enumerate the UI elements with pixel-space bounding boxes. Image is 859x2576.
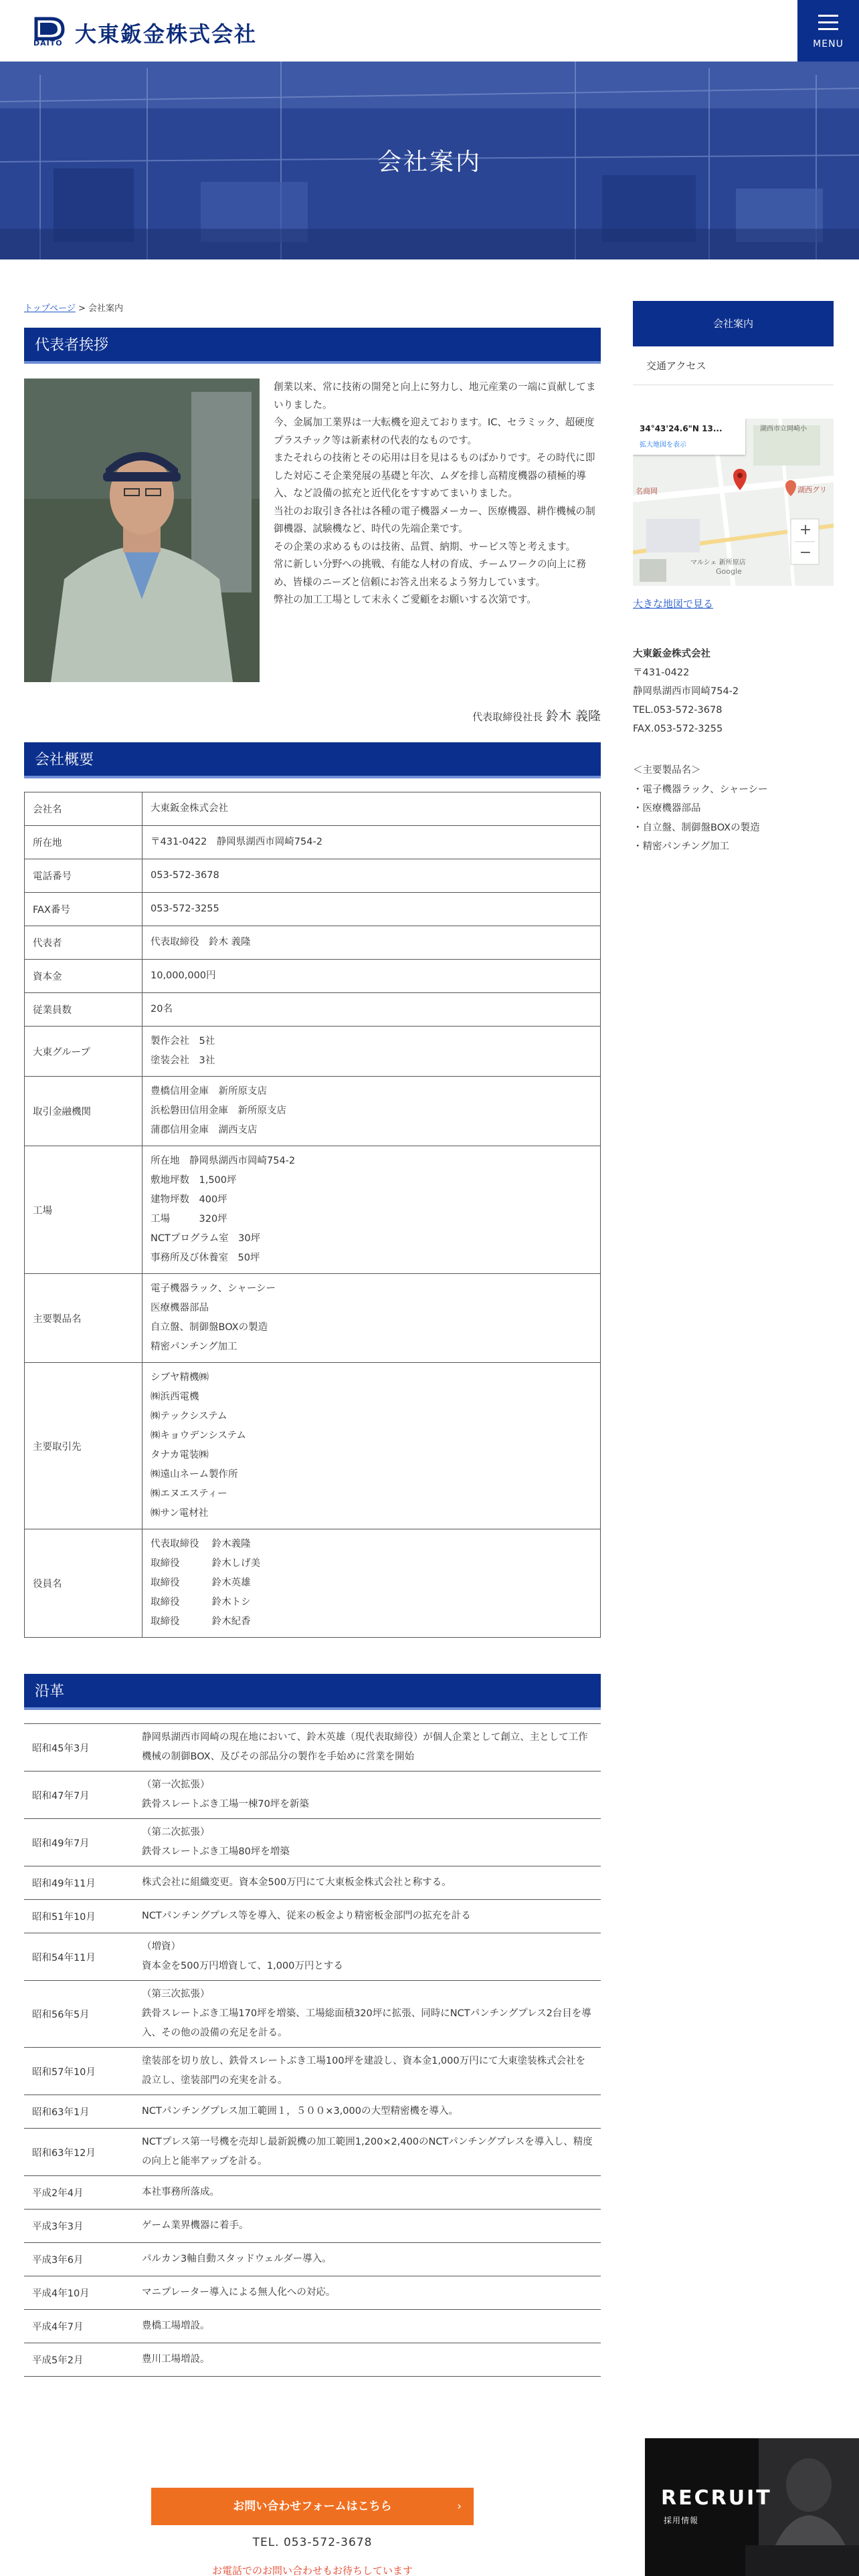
greeting-paragraph: 今、金属加工業界は一大転機を迎えております。IC、セラミック、超硬度プラスチック等は新素材の代表的なものです。 [274,417,595,446]
breadcrumb-separator: > [75,304,89,314]
google-map[interactable] [633,419,834,586]
history-row [24,1981,601,2048]
history-value [134,2310,601,2343]
map-label-top: 湖西市立岡崎小 [760,425,807,433]
hero-banner [0,62,859,259]
site-logo[interactable] [33,15,274,48]
history-value [134,1900,601,1933]
greeting-paragraph: 弊社の加工工場として末永くご愛顧をお願いする次第です。 [274,594,537,605]
overview-key: 主要取引先 [25,1363,142,1529]
contact-tel[interactable]: TEL. 053-572-3678 [252,2536,373,2549]
overview-value-line: 所在地 静岡県湖西市岡崎754-2 [151,1156,296,1166]
history-key: 平成4年7月 [24,2310,134,2343]
overview-row [25,792,601,826]
sidebar-address: 静岡県湖西市岡崎754-2 [633,686,739,697]
overview-value [142,1077,601,1146]
map-label-bottom: マルシェ 新所原店 [690,559,746,566]
overview-value-line: ㈱キョウデンシステム [151,1430,246,1441]
overview-row [25,826,601,859]
overview-value [142,893,601,926]
history-value [134,2048,601,2095]
recruit-title: RECRUIT [661,2486,772,2510]
sidebar-tel[interactable]: TEL.053-572-3678 [633,705,723,716]
recruit-subtitle: 採用情報 [664,2516,699,2525]
page-title: 会社案内 [377,148,482,176]
overview-value [142,826,601,859]
history-value-line: NCTパンチングプレス加工範囲１，５００×3,000の大型精密機を導入。 [142,2106,458,2117]
history-row [24,2095,601,2129]
map-coords: 34°43'24.6"N 13... [640,424,723,433]
overview-value-line: 精密パンチング加工 [151,1341,237,1352]
overview-value-line: タナカ電装㈱ [151,1450,209,1461]
history-value [134,1866,601,1900]
breadcrumb-home-link[interactable]: トップページ [24,304,76,314]
history-value-line: （第一次拡張） [142,1780,210,1790]
history-value-line: ゲーム業界機器に着手。 [142,2220,249,2231]
history-row [24,2210,601,2243]
history-value-line: 鉄骨スレートぶき工場一棟70坪を新築 [142,1799,309,1810]
map-label-left: 名商岡 [636,487,658,496]
sidebar-company-name: 大東鈑金株式会社 [633,649,710,659]
map-label-right: 湖西グリ [797,486,827,494]
overview-value-line: 大東鈑金株式会社 [151,803,228,814]
overview-value-line: 工場 320坪 [151,1214,227,1224]
sidebar-item-company[interactable]: 会社案内 [633,301,834,346]
history-value-line: （第二次拡張） [142,1827,210,1838]
zoom-out-button[interactable]: − [799,544,812,561]
overview-key: 資本金 [25,960,142,993]
overview-value-line: 代表取締役 鈴木義隆 [151,1539,251,1549]
history-key: 平成4年10月 [24,2276,134,2310]
overview-value-line: 浜松磐田信用金庫 新所原支店 [151,1105,286,1116]
map-info-card [633,419,745,455]
history-value [134,2276,601,2310]
history-value-line: 鉄骨スレートぶき工場170坪を増築、工場総面積320坪に拡張、同時にNCTパンチングプレス2台目を導入、その他の設備の充足を計る。 [142,2008,591,2038]
history-value [134,2176,601,2210]
overview-row [25,1274,601,1363]
overview-key: FAX番号 [25,893,142,926]
overview-row [25,1146,601,1274]
history-value-line: 本社事務所落成。 [142,2187,219,2197]
sidebar-zip: 〒431-0422 [633,667,690,678]
overview-value [142,859,601,893]
history-key: 昭和51年10月 [24,1900,134,1933]
menu-button[interactable] [797,0,859,62]
overview-value-line: ㈱遠山ネーム製作所 [151,1469,238,1480]
large-map-link[interactable]: 大きな地図で見る [633,598,714,610]
sidebar-item-access[interactable]: 交通アクセス [633,346,834,385]
history-table [24,1723,601,2377]
overview-row [25,1077,601,1146]
overview-value-line: ㈱浜西電機 [151,1392,199,1402]
greeting-paragraph: 常に新しい分野への挑戦、有能な人材の育成、チームワークの向上に務め、皆様のニーズと信頼にお答え出来るよう努力しています。 [274,558,587,588]
overview-value-line: 取締役 鈴木紀香 [151,1616,251,1627]
history-key: 昭和57年10月 [24,2048,134,2095]
history-row [24,2048,601,2095]
history-key: 平成3年3月 [24,2210,134,2243]
greeting-heading: 代表者挨拶 [24,328,601,364]
overview-value [142,1146,601,1274]
history-key: 平成5年2月 [24,2343,134,2377]
overview-value-line: 自立盤、制御盤BOXの製造 [151,1322,268,1333]
history-row [24,2243,601,2276]
overview-value [142,926,601,960]
sidebar-products [633,761,834,857]
logo-wordmark: DAITO [33,39,63,47]
contact-form-label: お問い合わせフォームはこちら [233,2500,392,2513]
overview-key: 会社名 [25,792,142,826]
chevron-right-icon: › [457,2500,462,2513]
sidebar [633,301,834,852]
contact-tel-note: お電話でのお問い合わせもお待ちしています [211,2565,413,2576]
history-value [134,2129,601,2176]
overview-key: 工場 [25,1146,142,1274]
overview-value-line: 取締役 鈴木しげ美 [151,1558,261,1569]
history-key: 昭和45年3月 [24,1724,134,1772]
overview-key: 従業員数 [25,993,142,1027]
history-key: 昭和49年7月 [24,1819,134,1866]
history-value-line: 株式会社に組織変更。資本金500万円にて大東板金株式会社と称する。 [142,1877,452,1888]
overview-value-line: 建物坪数 400坪 [151,1194,227,1205]
map-enlarge-link[interactable]: 拡大地図を表示 [640,441,686,449]
overview-row [25,960,601,993]
history-value [134,2243,601,2276]
overview-key: 主要製品名 [25,1274,142,1363]
overview-value-line: 電子機器ラック、シャーシー [151,1283,276,1294]
sidebar-product-item: ・電子機器ラック、シャーシー [633,784,768,795]
history-key: 昭和56年5月 [24,1981,134,2048]
overview-value [142,993,601,1027]
greeting-paragraph: 当社のお取引き各社は各種の電子機器メーカー、医療機器、耕作機械の制御機器、試験機など、時代の先端企業です。 [274,505,595,534]
greeting-paragraph: またそれらの技術とその応用は目を見はるものばかりです。その時代に即した対応こそ企業発展の基礎と年次、ムダを排し高精度機器の積極的導入、など設備の拡充と近代化をすすめてまいりました。 [274,452,595,499]
history-row [24,2343,601,2377]
history-row [24,2310,601,2343]
overview-row [25,1363,601,1529]
overview-row [25,1027,601,1077]
contact-form-button[interactable] [151,2488,474,2525]
president-photo [24,379,260,682]
history-value-line: 塗装部を切り放し、鉄骨スレートぶき工場100坪を建設し、資本金1,000万円にて大東塗装株式会社を設立し、塗装部門の充実を計る。 [142,2056,586,2086]
history-value-line: NCTパンチングプレス等を導入、従来の板金より精密板金部門の拡充を計る [142,1911,471,1921]
history-row [24,1819,601,1866]
overview-value-line: 蒲郡信用金庫 湖西支店 [151,1125,258,1136]
overview-value-line: シブヤ精機㈱ [151,1372,209,1383]
overview-row [25,993,601,1027]
history-key: 昭和54年11月 [24,1933,134,1981]
history-value-line: NCTプレス第一号機を売却し最新鋭機の加工範囲1,200×2,400のNCTパンチングプレスを導入し、精度の向上と能率アップを計る。 [142,2137,593,2167]
overview-value [142,1274,601,1363]
overview-value [142,1027,601,1077]
overview-table [24,792,601,1638]
history-value-line: パルカン3軸自動スタッドウェルダー導入。 [142,2254,332,2264]
overview-key: 代表者 [25,926,142,960]
history-value-line: 豊川工場増設。 [142,2354,210,2365]
site-header [0,0,859,62]
overview-row [25,926,601,960]
history-value-line: 資本金を500万円増資して、1,000万円とする [142,1961,343,1971]
overview-value-line: 20名 [151,1004,173,1014]
overview-value-line: NCTプログラム室 30坪 [151,1233,261,1244]
history-value-line: 静岡県湖西市岡崎の現在地において、鈴木英雄（現代表取締役）が個人企業として創立、主として工作機械の制御BOX、及びその部品分の製作を手始めに営業を開始 [142,1732,588,1762]
history-row [24,1772,601,1819]
breadcrumb [24,301,601,314]
history-value [134,1981,601,2048]
zoom-in-button[interactable]: + [799,522,812,538]
history-heading: 沿革 [24,1674,601,1710]
overview-value [142,960,601,993]
overview-value-line: 製作会社 5社 [151,1036,215,1047]
overview-heading: 会社概要 [24,742,601,778]
history-value [134,1933,601,1981]
company-name: 大東鈑金株式会社 [75,21,258,47]
overview-key: 電話番号 [25,859,142,893]
history-row [24,1900,601,1933]
signature-title: 代表取締役社長 [472,711,543,723]
overview-value-line: ㈱エヌエスティー [151,1489,227,1499]
history-row [24,2129,601,2176]
overview-key: 取引金融機関 [25,1077,142,1146]
overview-value-line: 10,000,000円 [151,970,216,981]
overview-value-line: 代表取締役 鈴木 義隆 [151,937,251,948]
history-row [24,1933,601,1981]
overview-value-line: 医療機器部品 [151,1303,209,1313]
history-row [24,1724,601,1772]
overview-value-line: 取締役 鈴木トシ [151,1597,251,1608]
signature [472,706,601,724]
signature-name: 鈴木 義隆 [545,709,601,724]
main-content [24,301,601,2377]
overview-value-line: ㈱テックシステム [151,1411,227,1422]
sidebar-fax: FAX.053-572-3255 [633,724,723,734]
history-value-line: マニプレーター導入による無人化への対応。 [142,2287,336,2298]
history-key: 昭和63年12月 [24,2129,134,2176]
breadcrumb-current: 会社案内 [88,304,124,314]
greeting-text [274,379,601,609]
history-value [134,2343,601,2377]
history-value [134,2210,601,2243]
history-value [134,2095,601,2129]
overview-value-line: 053-572-3678 [151,870,219,881]
hamburger-icon [818,15,838,35]
overview-value [142,1529,601,1638]
overview-value-line: 取締役 鈴木英雄 [151,1578,251,1588]
overview-row [25,893,601,926]
overview-value-line: 053-572-3255 [151,903,219,914]
history-row [24,2276,601,2310]
history-value-line: （第三次拡張） [142,1989,210,2000]
overview-key: 役員名 [25,1529,142,1638]
overview-value-line: 敷地坪数 1,500坪 [151,1175,237,1186]
history-key: 昭和47年7月 [24,1772,134,1819]
sidebar-company-info [633,645,834,738]
overview-value-line: ㈱サン電材社 [151,1508,209,1519]
overview-value [142,1363,601,1529]
overview-value-line: 豊橋信用金庫 新所原支店 [151,1086,267,1097]
history-value-line: （増資） [142,1941,181,1952]
overview-key: 所在地 [25,826,142,859]
sidebar-product-item: ・自立盤、制御盤BOXの製造 [633,822,760,833]
overview-value-line: 塗装会社 3社 [151,1055,215,1066]
overview-value [142,792,601,826]
history-key: 昭和49年11月 [24,1866,134,1900]
greeting-paragraph: その企業の求めるものは技術、品質、納期、サービス等と考えます。 [274,540,576,552]
overview-row [25,859,601,893]
sidebar-products-title: ＜主要製品名＞ [633,765,701,776]
history-row [24,1866,601,1900]
greeting-section [24,364,601,738]
history-value [134,1819,601,1866]
history-key: 昭和63年1月 [24,2095,134,2129]
history-value [134,1772,601,1819]
greeting-paragraph: 創業以来、常に技術の開発と向上に努力し、地元産業の一端に貢献してまいりました。 [274,381,596,411]
history-key: 平成3年6月 [24,2243,134,2276]
history-value [134,1724,601,1772]
history-value-line: 豊橋工場増設。 [142,2321,210,2331]
recruit-banner[interactable] [645,2438,859,2576]
history-row [24,2176,601,2210]
sidebar-product-item: ・医療機器部品 [633,803,701,814]
overview-value-line: 〒431-0422 静岡県湖西市岡崎754-2 [151,837,322,847]
sidebar-product-item: ・精密パンチング加工 [633,841,729,852]
history-key: 平成2年4月 [24,2176,134,2210]
history-value-line: 鉄骨スレートぶき工場80坪を増築 [142,1846,290,1857]
overview-row [25,1529,601,1638]
google-logo: Google [716,567,742,576]
menu-label: MENU [813,39,844,49]
overview-key: 大東グループ [25,1027,142,1077]
overview-value-line: 事務所及び休養室 50坪 [151,1253,260,1263]
